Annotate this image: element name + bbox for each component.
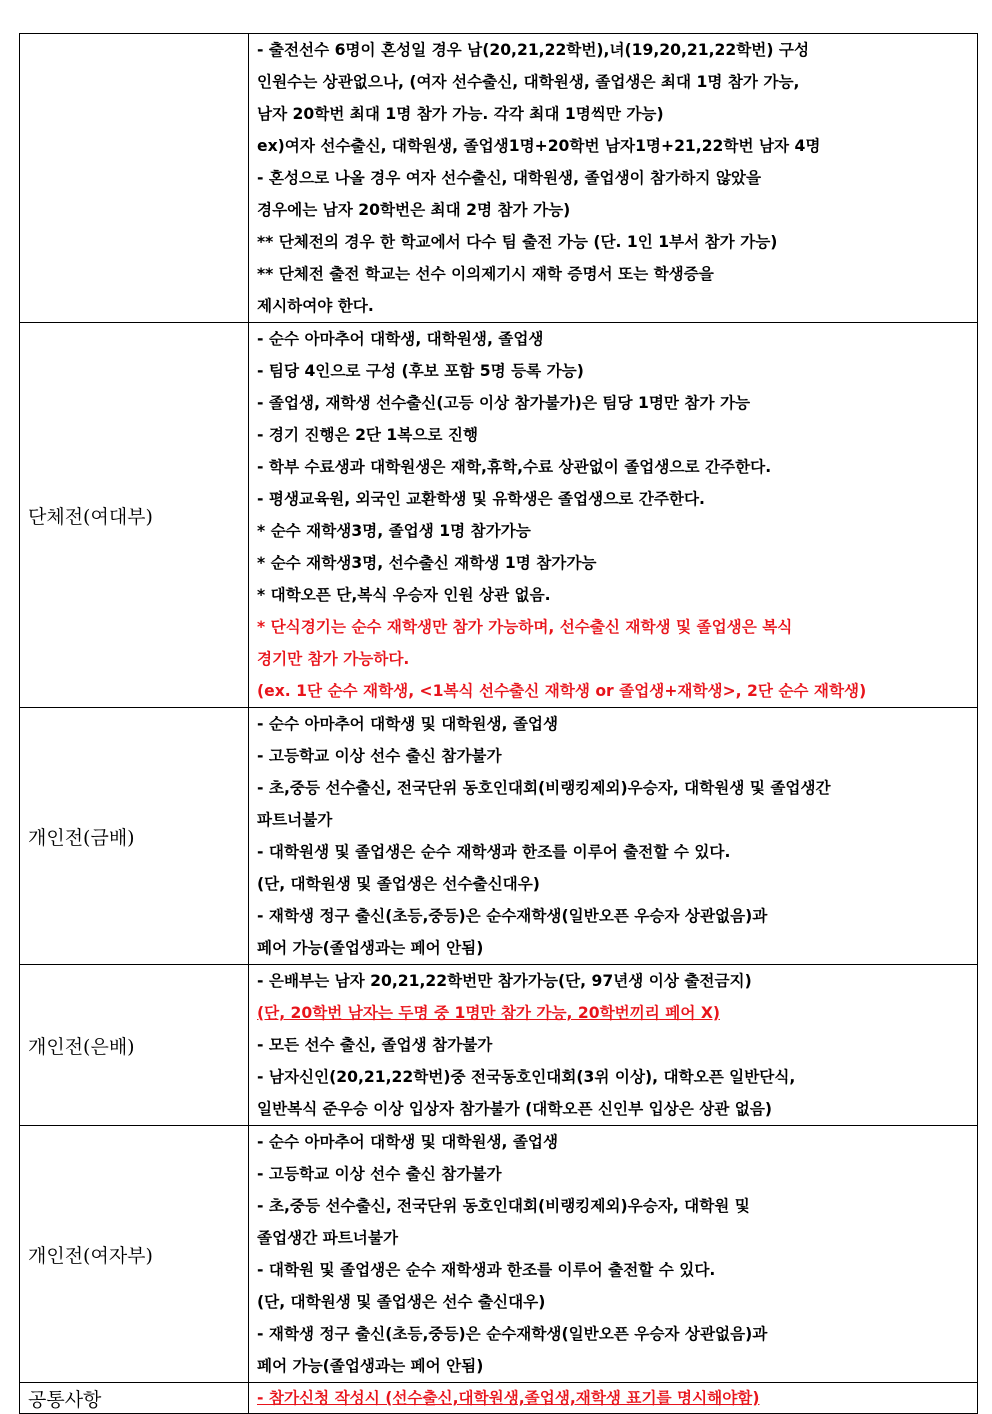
rule-line: 인원수는 상관없으나, (여자 선수출신, 대학원생, 졸업생은 최대 1명 참가 가능,	[257, 73, 800, 91]
rule-line: 페어 가능(졸업생과는 페어 안됨)	[257, 939, 484, 957]
highlighted-rule-line: 경기만 참가 가능하다.	[257, 650, 410, 668]
rule-line: - 혼성으로 나올 경우 여자 선수출신, 대학원생, 졸업생이 참가하지 않았을	[257, 169, 762, 187]
rule-line: 제시하여야 한다.	[257, 297, 374, 315]
rule-line: - 평생교육원, 외국인 교환학생 및 유학생은 졸업생으로 간주한다.	[257, 490, 705, 508]
category-cell: 단체전(여대부)	[20, 323, 249, 708]
rule-line: * 대학오픈 단,복식 우승자 인원 상관 없음.	[257, 586, 551, 604]
table-row	[20, 1126, 978, 1383]
rule-line: - 대학원 및 졸업생은 순수 재학생과 한조를 이루어 출전할 수 있다.	[257, 1261, 716, 1279]
rule-line: - 고등학교 이상 선수 출신 참가불가	[257, 747, 502, 765]
rule-line: - 순수 아마추어 대학생 및 대학원생, 졸업생	[257, 715, 559, 733]
highlighted-rule-line: * 단식경기는 순수 재학생만 참가 가능하며, 선수출신 재학생 및 졸업생은 복식	[257, 618, 793, 636]
content-cell	[249, 1126, 978, 1383]
highlighted-rule-line: - 참가신청 작성시 (선수출신,대학원생,졸업생,재학생 표기를 명시해야함)	[257, 1389, 760, 1407]
rule-line: - 초,중등 선수출신, 전국단위 동호인대회(비랭킹제외)우승자, 대학원 및	[257, 1197, 750, 1215]
rule-line: - 남자신인(20,21,22학번)중 전국동호인대회(3위 이상), 대학오픈 일반단식,	[257, 1068, 796, 1086]
rule-line: (단, 대학원생 및 졸업생은 선수 출신대우)	[257, 1293, 546, 1311]
rule-line: - 모든 선수 출신, 졸업생 참가불가	[257, 1036, 493, 1054]
rule-line: (단, 대학원생 및 졸업생은 선수출신대우)	[257, 875, 540, 893]
rule-line: 파트너불가	[257, 811, 333, 829]
rule-line: ** 단체전 출전 학교는 선수 이의제기시 재학 증명서 또는 학생증을	[257, 265, 714, 283]
rule-line: - 학부 수료생과 대학원생은 재학,휴학,수료 상관없이 졸업생으로 간주한다.	[257, 458, 772, 476]
content-cell	[249, 323, 978, 708]
content-cell	[249, 708, 978, 965]
category-cell: 개인전(금배)	[20, 708, 249, 965]
rule-line: ex)여자 선수출신, 대학원생, 졸업생1명+20학번 남자1명+21,22학번 남자 4명	[257, 137, 821, 155]
table-row	[20, 1383, 978, 1414]
category-cell: 개인전(여자부)	[20, 1126, 249, 1383]
content-cell	[249, 34, 978, 323]
highlighted-rule-line: (단, 20학번 남자는 두명 중 1명만 참가 가능, 20학번끼리 페어 X)	[257, 1004, 720, 1022]
rule-line: * 순수 재학생3명, 선수출신 재학생 1명 참가가능	[257, 554, 597, 572]
table-row	[20, 323, 978, 708]
rule-line: 페어 가능(졸업생과는 페어 안됨)	[257, 1357, 484, 1375]
rule-line: - 고등학교 이상 선수 출신 참가불가	[257, 1165, 502, 1183]
rule-line: - 은배부는 남자 20,21,22학번만 참가가능(단, 97년생 이상 출전금지)	[257, 972, 752, 990]
rule-line: - 순수 아마추어 대학생, 대학원생, 졸업생	[257, 330, 544, 348]
rule-line: - 출전선수 6명이 혼성일 경우 남(20,21,22학번),녀(19,20,21,22학번) 구성	[257, 41, 810, 59]
category-cell: 공통사항	[20, 1383, 249, 1414]
rule-line: - 팀당 4인으로 구성 (후보 포함 5명 등록 가능)	[257, 362, 584, 380]
category-cell: 개인전(은배)	[20, 965, 249, 1126]
rule-line: - 초,중등 선수출신, 전국단위 동호인대회(비랭킹제외)우승자, 대학원생 및 졸업생간	[257, 779, 831, 797]
table-row	[20, 708, 978, 965]
category-cell	[20, 34, 249, 323]
highlighted-rule-line: (ex. 1단 순수 재학생, <1복식 선수출신 재학생 or 졸업생+재학생>, 2단 순수 재학생)	[257, 682, 867, 700]
rule-line: 남자 20학번 최대 1명 참가 가능. 각각 최대 1명씩만 가능)	[257, 105, 664, 123]
rule-line: 일반복식 준우승 이상 입상자 참가불가 (대학오픈 신인부 입상은 상관 없음)	[257, 1100, 773, 1118]
content-cell	[249, 1383, 978, 1414]
content-cell	[249, 965, 978, 1126]
rule-line: - 경기 진행은 2단 1복으로 진행	[257, 426, 479, 444]
rule-line: - 졸업생, 재학생 선수출신(고등 이상 참가불가)은 팀당 1명만 참가 가능	[257, 394, 751, 412]
rules-table	[19, 33, 978, 1414]
rule-line: 졸업생간 파트너불가	[257, 1229, 399, 1247]
table-row	[20, 34, 978, 323]
table-row	[20, 965, 978, 1126]
rule-line: 경우에는 남자 20학번은 최대 2명 참가 가능)	[257, 201, 571, 219]
rule-line: - 순수 아마추어 대학생 및 대학원생, 졸업생	[257, 1133, 559, 1151]
rule-line: - 재학생 정구 출신(초등,중등)은 순수재학생(일반오픈 우승자 상관없음)과	[257, 907, 768, 925]
rule-line: * 순수 재학생3명, 졸업생 1명 참가가능	[257, 522, 531, 540]
rule-line: - 대학원생 및 졸업생은 순수 재학생과 한조를 이루어 출전할 수 있다.	[257, 843, 731, 861]
rule-line: ** 단체전의 경우 한 학교에서 다수 팀 출전 가능 (단. 1인 1부서 참가 가능)	[257, 233, 778, 251]
rule-line: - 재학생 정구 출신(초등,중등)은 순수재학생(일반오픈 우승자 상관없음)과	[257, 1325, 768, 1343]
